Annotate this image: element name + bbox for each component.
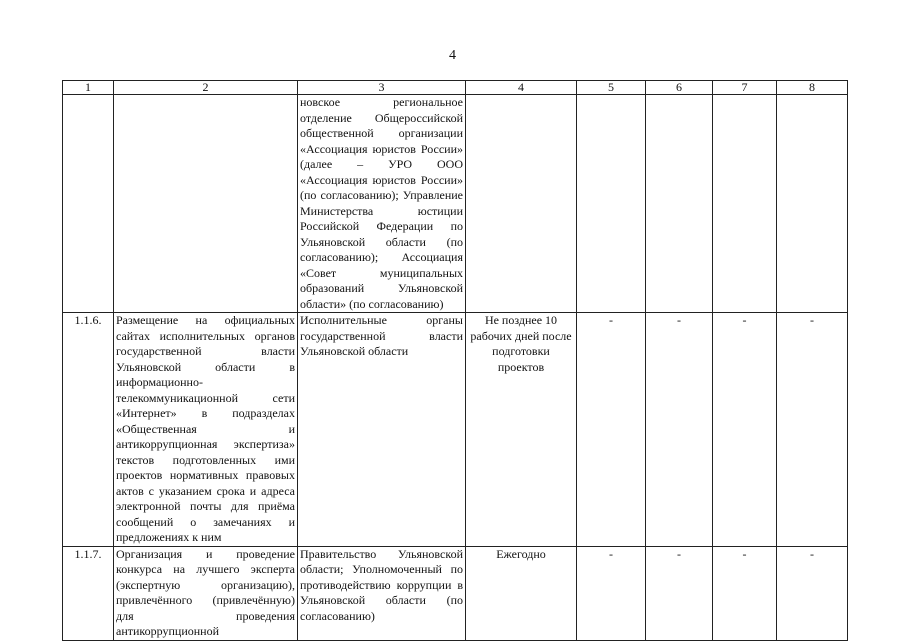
col7-value <box>713 95 777 313</box>
table-row <box>63 313 848 547</box>
column-header: 6 <box>646 81 713 95</box>
col8-value: - <box>777 313 848 547</box>
item-number <box>63 95 114 313</box>
table-header-row <box>63 81 848 95</box>
col6-value: - <box>646 313 713 547</box>
page-number: 4 <box>449 48 456 63</box>
column-header: 3 <box>298 81 466 95</box>
measure-text <box>114 95 298 313</box>
column-header: 4 <box>466 81 577 95</box>
table-row <box>63 95 848 313</box>
column-header: 2 <box>114 81 298 95</box>
term-text <box>466 95 577 313</box>
measure-text: Организация и проведение конкурса на лучшего эксперта (экспертную организацию), привлечённого (привлечённую) для проведения антикоррупционной <box>114 546 298 640</box>
term-text: Не позднее 10 рабочих дней после подготовки проектов <box>466 313 577 547</box>
col6-value <box>646 95 713 313</box>
measures-table <box>62 80 848 641</box>
executor-text: Правительство Ульяновской области; Уполномоченный по противодействию коррупции в Ульяновской области (по согласованию) <box>298 546 466 640</box>
item-number: 1.1.7. <box>63 546 114 640</box>
col8-value: - <box>777 546 848 640</box>
executor-text: новское региональное отделение Общероссийской общественной организации «Ассоциация юристов России» (далее – УРО ООО «Ассоциация юристов России» (по согласованию); Управление Министерства юстиции Российской Федерации по Ульяновской области (по согласованию); Ассоциация «Совет муниципальных образований Ульяновской области» (по согласованию) <box>298 95 466 313</box>
col6-value: - <box>646 546 713 640</box>
column-header: 5 <box>577 81 646 95</box>
col7-value: - <box>713 546 777 640</box>
term-text: Ежегодно <box>466 546 577 640</box>
col5-value <box>577 95 646 313</box>
executor-text: Исполнительные органы государственной власти Ульяновской области <box>298 313 466 547</box>
measure-text: Размещение на официальных сайтах исполнительных органов государственной власти Ульяновской области в информационно-телекоммуникационной сети «Интернет» в подразделах «Общественная и антикоррупционная экспертиза» текстов подготовленных ими проектов нормативных правовых актов с указанием срока и адреса электронной почты для приёма сообщений о замечаниях и предложениях к ним <box>114 313 298 547</box>
column-header: 7 <box>713 81 777 95</box>
col5-value: - <box>577 546 646 640</box>
column-header: 8 <box>777 81 848 95</box>
item-number: 1.1.6. <box>63 313 114 547</box>
col5-value: - <box>577 313 646 547</box>
col8-value <box>777 95 848 313</box>
table-row <box>63 546 848 640</box>
col7-value: - <box>713 313 777 547</box>
column-header: 1 <box>63 81 114 95</box>
